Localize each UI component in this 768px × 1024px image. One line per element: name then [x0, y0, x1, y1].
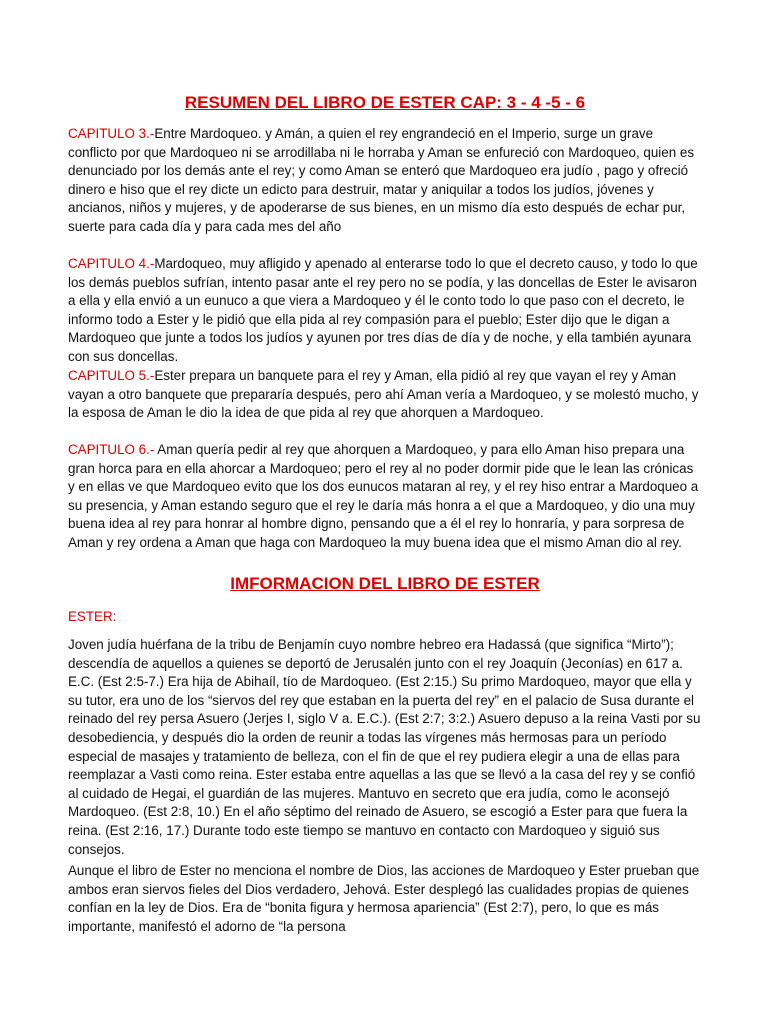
chapter-6-label: CAPITULO 6.-	[68, 442, 155, 457]
chapter-3-label: CAPITULO 3.-	[68, 126, 155, 141]
chapter-3-paragraph	[68, 125, 702, 237]
chapter-3-text: Entre Mardoqueo. y Amán, a quien el rey engrandeció en el Imperio, surge un grave conflicto por que Mardoqueo ni se arrodillaba ni le horraba y Aman se enfureció con Mardoqueo, quien es denunciado por los demás ante el rey; y como Aman se enteró que Mardoqueo era judío , pago y ofreció dinero e hiso que el rey dicte un edicto para destruir, matar y aniquilar a todos los judíos, jóvenes y ancianos, niños y mujeres, y de apoderarse de sus bienes, en un mismo día esto después de echar pur, suerte para cada día y para cada mes del año	[68, 126, 695, 234]
chapter-5-text: Ester prepara un banquete para el rey y Aman, ella pidió al rey que vayan el rey y Aman vayan a otro banquete que prepararía después, pero ahí Aman vería a Mardoqueo, y se molestó mucho, y la esposa de Aman le dio la idea de que pida al rey que ahorquen a Mardoqueo.	[68, 368, 699, 421]
chapter-6-paragraph	[68, 441, 702, 553]
section-title: IMFORMACION DEL LIBRO DE ESTER	[230, 574, 540, 593]
chapter-4-label: CAPITULO 4.-	[68, 256, 155, 271]
ester-paragraph-1: Joven judía huérfana de la tribu de Benjamín cuyo nombre hebreo era Hadassá (que significa “Mirto”); descendía de aquellos a quienes se deportó de Jerusalén junto con el rey Joaquín (Jeconías) en 617 a. E.C. (Est 2:5-7.) Era hija de Abihaíl, tío de Mardoqueo. (Est 2:15.) Su primo Mardoqueo, mayor que ella y su tutor, era uno de los “siervos del rey que estaban en la puerta del rey” en el palacio de Susa durante el reinado del rey persa Asuero (Jerjes I, siglo V a. E.C.). (Est 2:7; 3:2.) Asuero depuso a la reina Vasti por su desobediencia, y después dio la orden de reunir a todas las vírgenes más hermosas para un período especial de masajes y tratamiento de belleza, con el fin de que el rey pudiera elegir a una de ellas para reemplazar a Vasti como reina. Ester estaba entre aquellas a las que se llevó a la casa del rey y se confió al cuidado de Hegai, el guardián de las mujeres. Mantuvo en secreto que era judía, como le aconsejó Mardoqueo. (Est 2:8, 10.) En el año séptimo del reinado de Asuero, se escogió a Ester para que fuera la reina. (Est 2:16, 17.) Durante todo este tiempo se mantuvo en contacto con Mardoqueo y siguió sus consejos.	[68, 637, 701, 857]
chapter-4-paragraph	[68, 255, 702, 367]
chapter-4-text: Mardoqueo, muy afligido y apenado al enterarse todo lo que el decreto causo, y todo lo que los demás pueblos sufrían, intento pasar ante el rey pero no se podía, y las doncellas de Ester le avisaron a ella y ella envió a un eunuco a que viera a Mardoqueo y él le conto todo lo que paso con el decreto, le informo todo a Ester y le pidió que ella pida al rey compasión para el pueblo; Ester dijo que le digan a Mardoqueo que junte a todos los judíos y ayunen por tres días de día y de noche, y ella también ayunara con sus doncellas.	[68, 256, 698, 364]
document-title: RESUMEN DEL LIBRO DE ESTER CAP: 3 - 4 -5 - 6	[184, 93, 586, 112]
ester-label: ESTER:	[68, 609, 117, 624]
chapter-5-paragraph	[68, 367, 702, 423]
chapter-6-text: Aman quería pedir al rey que ahorquen a Mardoqueo, y para ello Aman hiso prepara una gran horca para en ella ahorcar a Mardoqueo; pero el rey al no poder dormir pide que le lean las crónicas y en ellas ve que Mardoqueo evito que los dos eunucos mataran al rey, y el rey hiso entrar a Mardoqueo a su presencia, y Aman estando seguro que el rey le daría más honra a el que a Mardoqueo, y dio una muy buena idea al rey para honrar al hombre digno, pensando que a él el rey lo honraría, y para sorpresa de Aman y rey ordena a Aman que haga con Mardoqueo la muy buena idea que el mismo Aman dio al rey.	[68, 442, 699, 550]
chapter-5-label: CAPITULO 5.-	[68, 368, 155, 383]
ester-paragraph-2: Aunque el libro de Ester no menciona el nombre de Dios, las acciones de Mardoqueo y Ester prueban que ambos eran siervos fieles del Dios verdadero, Jehová. Ester desplegó las cualidades propias de quienes confían en la ley de Dios. Era de “bonita figura y hermosa apariencia” (Est 2:7), pero, lo que es más importante, manifestó el adorno de “la persona	[68, 863, 700, 934]
